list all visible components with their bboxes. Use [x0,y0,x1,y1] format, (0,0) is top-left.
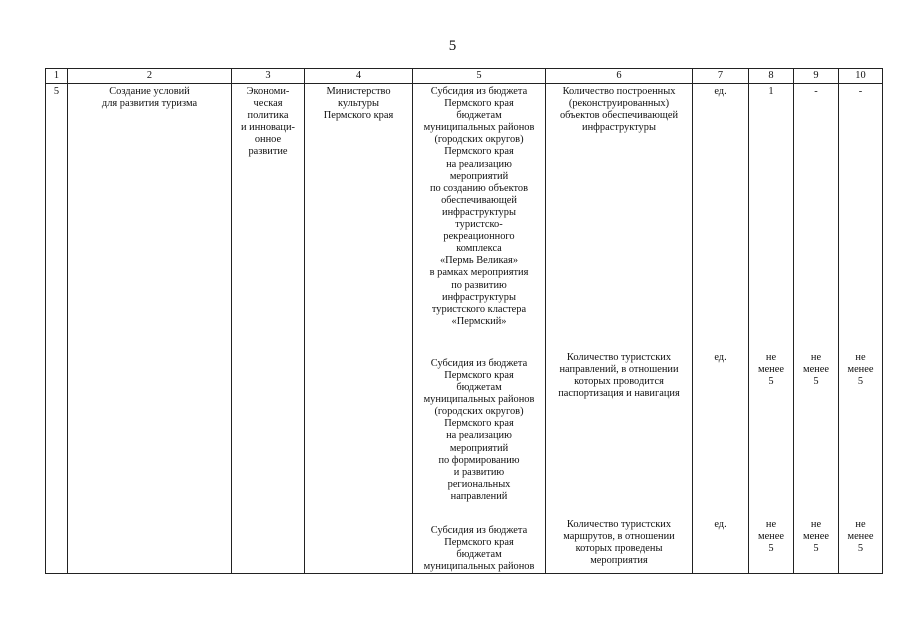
text-line: менее [847,364,874,376]
indicator-item [548,86,690,352]
text-line: менее [758,364,784,376]
text-line: Пермского края [323,110,394,122]
value-cell-10 [839,84,883,574]
text-line: Количество туристских [566,519,672,530]
text-line: (городских округов) [434,134,524,146]
text-line: которых проведены [575,543,663,555]
text-line: - [814,86,818,97]
text-line: региональных [447,478,511,490]
row-number: 5 [46,84,68,574]
text-line: паспортизация и навигация [558,388,680,400]
text-line: политика [247,110,289,122]
text-line: объектов обеспечивающей [559,110,679,122]
text-line: которых проводится [574,376,664,388]
header-row [46,69,883,84]
text-line: развитие [248,146,288,158]
text-line: Экономи- [246,86,290,97]
col-header: 6 [546,69,693,84]
text-line: 5 [857,376,864,388]
text-line: Субсидия из бюджета [430,86,528,97]
text-line: 5 [857,543,864,555]
text-line: направлений, в отношении [559,364,679,376]
text-line: не [855,352,866,363]
value [751,86,791,352]
text-line: Количество туристских [566,352,672,363]
text-line: по развитию [451,279,507,291]
text-line: инфраструктуры [442,206,516,218]
event-item [415,358,543,503]
text-line: Пермского края [444,537,514,549]
text-line: инфраструктуры [582,122,656,134]
text-line: Создание условий [109,86,190,97]
text-line: туристско- [455,219,503,231]
indicator-item [548,519,690,567]
text-line: и инноваци- [241,122,295,134]
text-line: менее [758,531,784,543]
col-header: 9 [794,69,839,84]
text-line: инфраструктуры [442,291,516,303]
col-header: 8 [749,69,794,84]
event-item [415,525,543,573]
program-cell [232,84,305,574]
col-header: 2 [68,69,232,84]
text-line: (реконструированных) [568,98,670,110]
value [796,86,836,352]
text-line: ческая [253,98,283,110]
text-line: менее [803,531,829,543]
text-line: рекреационного [443,231,515,243]
text-line: и развитию [453,466,505,478]
unit-cell [693,84,749,574]
text-line: 1 [768,86,774,97]
text-line: Пермского края [444,369,514,381]
text-line: Субсидия из бюджета [430,357,528,369]
text-line: муниципальных районов [423,122,535,134]
text-line: менее [847,531,874,543]
text-line: не [765,519,777,530]
text-line: менее [803,364,829,376]
text-line: муниципальных районов [423,394,535,406]
text-line: мероприятий [449,442,509,454]
value [841,352,880,519]
text-line: онное [254,134,282,146]
event-item [415,86,543,328]
text-line: Министерство [326,86,391,97]
text-line: бюджетам [456,549,502,561]
text-line: 5 [813,376,819,388]
text-line: направлений [450,490,508,502]
text-line: на реализацию [446,158,512,170]
text-line: на реализацию [446,430,512,442]
text-line: не [855,519,866,530]
text-line: (городских округов) [434,406,524,418]
value [841,86,880,352]
text-line: мероприятий [449,170,509,182]
text-line: Пермского края [444,146,514,158]
col-header: 3 [232,69,305,84]
text-line: не [765,352,777,363]
text-line: бюджетам [456,382,502,394]
text-line: бюджетам [456,110,502,122]
table-row [46,84,883,574]
text-line: в рамках мероприятия [429,267,529,279]
col-header: 5 [413,69,546,84]
event-cell [413,84,546,574]
value [796,519,836,555]
unit-item: ед. [714,352,727,363]
page-number: 5 [448,38,457,54]
text-line: для развития туризма [101,98,198,110]
text-line: Количество построенных [562,86,676,97]
program-table [45,68,883,574]
text-line: муниципальных районов [423,561,535,573]
col-header: 7 [693,69,749,84]
value [796,352,836,519]
text-line: маршрутов, в отношении [563,531,675,543]
text-line: культуры [338,98,379,110]
task-cell [68,84,232,574]
col-header: 10 [839,69,883,84]
text-line: 5 [768,376,774,388]
value [751,352,791,519]
text-line: не [810,519,822,530]
text-line: Пермского края [444,98,514,110]
executor-cell [305,84,413,574]
text-line: 5 [813,543,819,555]
text-line: не [810,352,822,363]
col-header: 4 [305,69,413,84]
value-cell-8 [749,84,794,574]
text-line: мероприятия [590,555,648,567]
text-line: комплекса [456,243,502,255]
text-line: Пермского края [444,418,514,430]
text-line: по созданию объектов [429,182,529,194]
text-line: туристского кластера [431,303,527,315]
text-line: 5 [768,543,774,555]
unit-item: ед. [714,86,727,97]
text-line: «Пермский» [451,315,507,327]
indicator-item [548,352,690,519]
text-line: по формированию [438,454,520,466]
text-line: Субсидия из бюджета [430,525,528,536]
unit-item: ед. [714,519,727,530]
text-line: - [858,86,863,97]
col-header: 1 [46,69,68,84]
value [841,519,880,555]
text-line: «Пермь Великая» [439,255,519,267]
text-line: обеспечивающей [441,194,517,206]
indicator-cell [546,84,693,574]
value [751,519,791,555]
value-cell-9 [794,84,839,574]
